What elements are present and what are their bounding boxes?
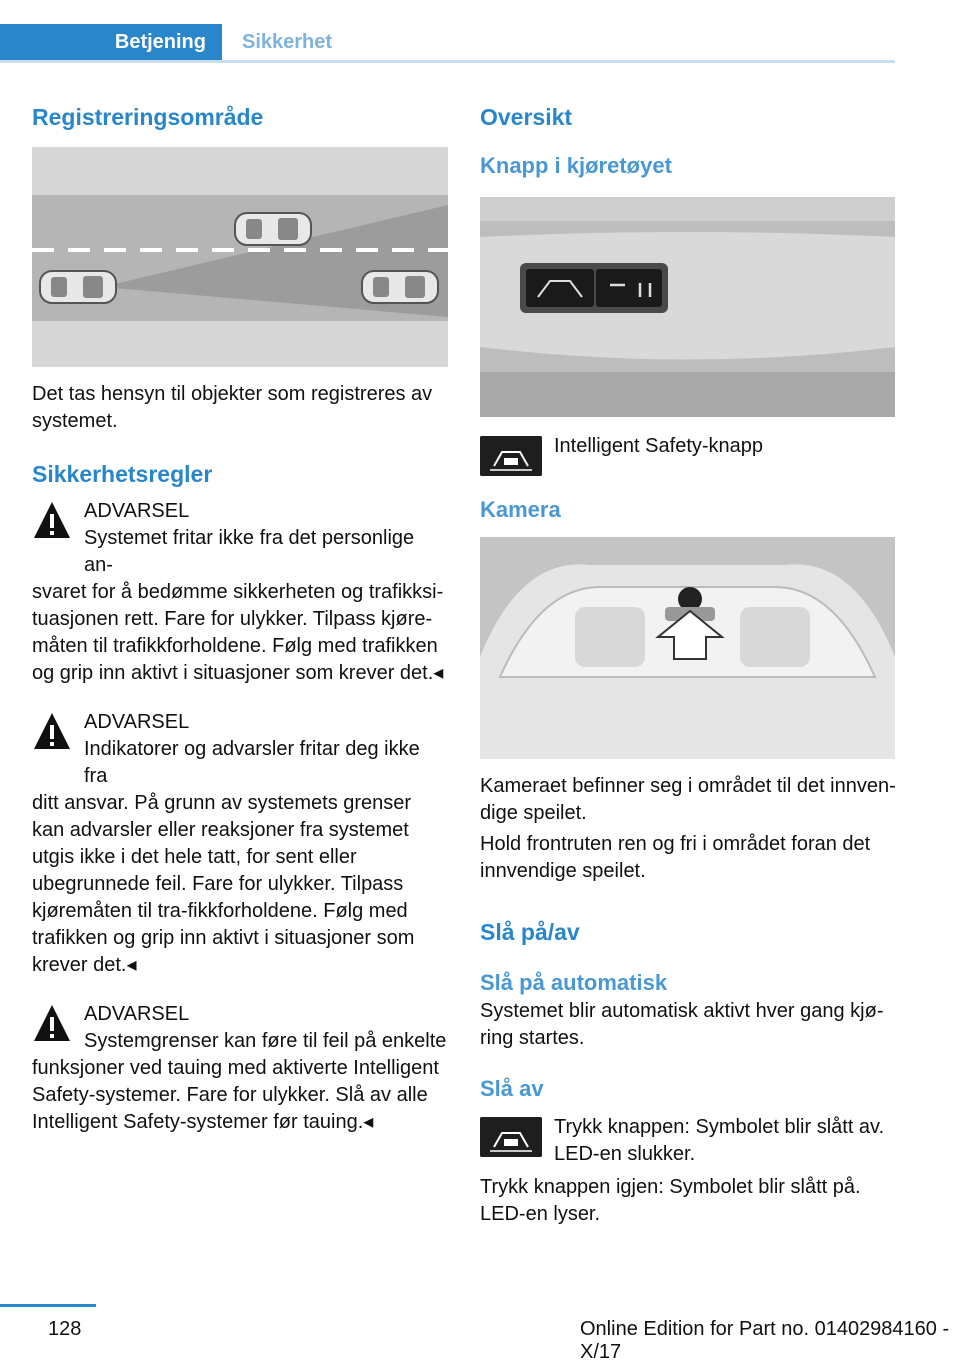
button-legend-label: Intelligent Safety-knapp	[554, 435, 764, 457]
heading-oversikt: Oversikt	[480, 104, 573, 130]
kamera-text-1: Kameraet befinner seg i området til det innven-dige speilet.	[480, 775, 896, 824]
button-photo	[480, 197, 895, 417]
warning-label: ADVARSEL	[84, 1003, 190, 1025]
car-ahead-icon	[235, 213, 311, 245]
detection-range-illustration	[32, 147, 448, 367]
heading-slaa-paa-av: Slå på/av	[480, 919, 580, 945]
heading-sikkerhetsregler: Sikkerhetsregler	[32, 461, 213, 487]
slaa-av-text: Trykk knappen: Symbolet blir slått av. LED-en slukker.	[554, 1116, 885, 1165]
section-tabs	[0, 24, 895, 62]
kamera-text-2: Hold frontruten ren og fri i området foran det innvendige speilet.	[480, 833, 871, 882]
car-rear-icon	[40, 271, 116, 303]
warning-text: ditt ansvar. På grunn av systemets grenser kan advarsler eller reaksjoner fra systemet utgis ikke i det hele tatt, for sent eller ubegrunnede feil. Fare for ulykker. Tilpass kjøremåten til tra-fikkforholdene. Følg med trafikken og grip inn aktivt i situasjoner som krever det.◂	[32, 792, 415, 976]
warning-text: funksjoner ved tauing med aktiverte Intelligent Safety-systemer. Fare for ulykker. Slå av alle Intelligent Safety-systemer før tauing.◂	[32, 1057, 439, 1133]
lane-button-icon	[596, 269, 662, 307]
warning-triangle-icon	[32, 500, 72, 540]
left-column	[32, 96, 448, 1136]
tab-betjening[interactable]: Betjening	[0, 24, 222, 60]
warning-block-3	[32, 1001, 448, 1136]
intelligent-safety-button-icon[interactable]	[480, 436, 542, 476]
slaa-av-instruction	[480, 1114, 896, 1168]
car-ego-icon	[362, 271, 438, 303]
safety-button-icon	[526, 269, 594, 307]
page-number: 128	[48, 1318, 82, 1340]
warning-block-1	[32, 498, 448, 687]
tab-underline	[0, 60, 895, 63]
warning-text-first-line: Systemet fritar ikke fra det personlige an-	[84, 527, 415, 576]
heading-knapp: Knapp i kjøretøyet	[480, 153, 672, 178]
button-legend	[480, 433, 896, 479]
footer-rule	[0, 1304, 96, 1307]
warning-label: ADVARSEL	[84, 500, 190, 522]
heading-slaa-paa-automatisk: Slå på automatisk	[480, 970, 668, 995]
right-column	[480, 96, 896, 1228]
warning-text-first-line: Systemgrenser kan føre til feil på enkelte	[84, 1030, 447, 1052]
heading-kamera: Kamera	[480, 497, 561, 522]
slaa-paa-igjen-text: Trykk knappen igjen: Symbolet blir slått på. LED-en lyser.	[480, 1176, 861, 1225]
tab-sikkerhet[interactable]: Sikkerhet	[222, 24, 895, 60]
heading-slaa-av: Slå av	[480, 1076, 544, 1101]
edition-text: Online Edition for Part no. 01402984160 - X/17	[580, 1318, 950, 1363]
intelligent-safety-button-icon[interactable]	[480, 1117, 542, 1157]
heading-registreringsomrade: Registreringsområde	[32, 104, 264, 130]
figure-caption: Det tas hensyn til objekter som registreres av systemet.	[32, 383, 433, 432]
warning-label: ADVARSEL	[84, 711, 190, 733]
warning-text-first-line: Indikatorer og advarsler fritar deg ikke fra	[84, 738, 420, 787]
warning-triangle-icon	[32, 711, 72, 751]
auto-text: Systemet blir automatisk aktivt hver gang kjø-ring startes.	[480, 1000, 884, 1049]
warning-triangle-icon	[32, 1003, 72, 1043]
warning-text: svaret for å bedømme sikkerheten og trafikksi-tuasjonen rett. Fare for ulykker. Tilpass kjøre-måten til trafikkforholdene. Følg med trafikken og grip inn aktivt i situasjoner som krever det.◂	[32, 581, 444, 684]
warning-block-2	[32, 709, 448, 979]
camera-photo	[480, 537, 895, 759]
